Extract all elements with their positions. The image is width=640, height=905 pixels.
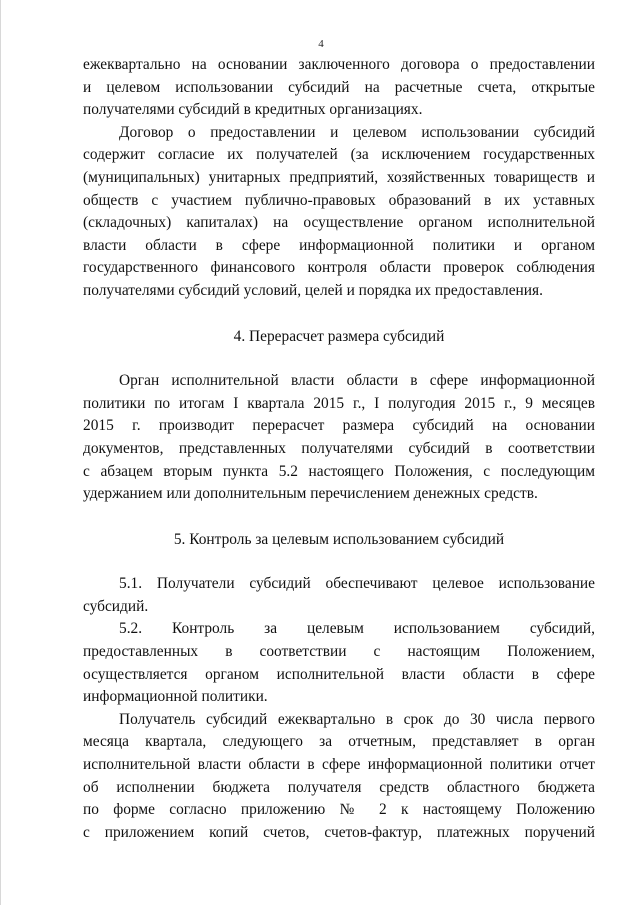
paragraph-p1 bbox=[83, 54, 595, 122]
text-line: удержанием или дополнительным перечислением денежных средств. bbox=[83, 485, 538, 503]
text-line: обществ с участием публично-правовых образований в их уставных bbox=[83, 191, 595, 209]
section-heading-5: 5. Контроль за целевым использованием субсидий bbox=[173, 530, 505, 548]
text-line: предоставленных в соответствии с настоящим Положением, bbox=[83, 643, 595, 661]
text-line: осуществляется органом исполнительной власти области в сфере bbox=[83, 665, 595, 683]
text-line: получателями субсидий в кредитных организациях. bbox=[83, 101, 423, 119]
text-line: получателями субсидий условий, целей и порядка их предоставления. bbox=[83, 281, 543, 299]
text-line: об исполнении бюджета получателя средств областного бюджета bbox=[83, 778, 595, 796]
section-heading-4: 4. Перерасчет размера субсидий bbox=[233, 327, 445, 345]
text-line: содержит согласие их получателей (за исключением государственных bbox=[83, 146, 595, 164]
text-line: 2015 г. производит перерасчет размера субсидий на основании bbox=[83, 417, 595, 435]
text-line: по форме согласно приложению № 2 к настоящему Положению bbox=[83, 801, 595, 819]
text-line: с абзацем вторым пункта 5.2 настоящего Положения, с последующим bbox=[83, 462, 595, 480]
text-line: исполнительной власти области в сфере информационной политики отчет bbox=[83, 756, 595, 774]
text-line: Получатель субсидий ежеквартально в срок до 30 числа первого bbox=[119, 710, 595, 728]
text-line: (муниципальных) унитарных предприятий, хозяйственных товариществ и bbox=[83, 168, 595, 186]
text-line: документов, представленных получателями субсидий в соответствии bbox=[83, 439, 595, 457]
text-line: государственного финансового контроля области проверок соблюдения bbox=[83, 259, 595, 277]
text-line: политики по итогам I квартала 2015 г., I полугодия 2015 г., 9 месяцев bbox=[83, 394, 595, 412]
paragraph-p3 bbox=[83, 370, 595, 506]
text-line: власти области в сфере информационной политики и органом bbox=[83, 236, 595, 254]
text-line: месяца квартала, следующего за отчетным, представляет в орган bbox=[83, 733, 595, 751]
paragraph-p2 bbox=[83, 122, 595, 303]
text-line: субсидий. bbox=[83, 597, 149, 615]
text-line: с приложением копий счетов, счетов-фактур, платежных поручений bbox=[83, 823, 595, 841]
paragraph-p6 bbox=[83, 709, 595, 845]
text-line: 5.1. Получатели субсидий обеспечивают целевое использование bbox=[119, 575, 595, 593]
document-body bbox=[83, 54, 595, 844]
text-line: (складочных) капиталах) на осуществление органом исполнительной bbox=[83, 214, 595, 232]
text-line: Орган исполнительной власти области в сфере информационной bbox=[119, 372, 595, 390]
text-line: информационной политики. bbox=[83, 688, 268, 706]
page-number: 4 bbox=[318, 38, 324, 50]
text-line: ежеквартально на основании заключенного договора о предоставлении bbox=[83, 56, 595, 73]
text-line: Договор о предоставлении и целевом использовании субсидий bbox=[119, 123, 595, 141]
paragraph-p5 bbox=[83, 618, 595, 708]
text-line: и целевом использовании субсидий на расчетные счета, открытые bbox=[83, 78, 595, 96]
paragraph-p4 bbox=[83, 573, 595, 618]
text-line: 5.2. Контроль за целевым использованием субсидий, bbox=[119, 620, 595, 638]
